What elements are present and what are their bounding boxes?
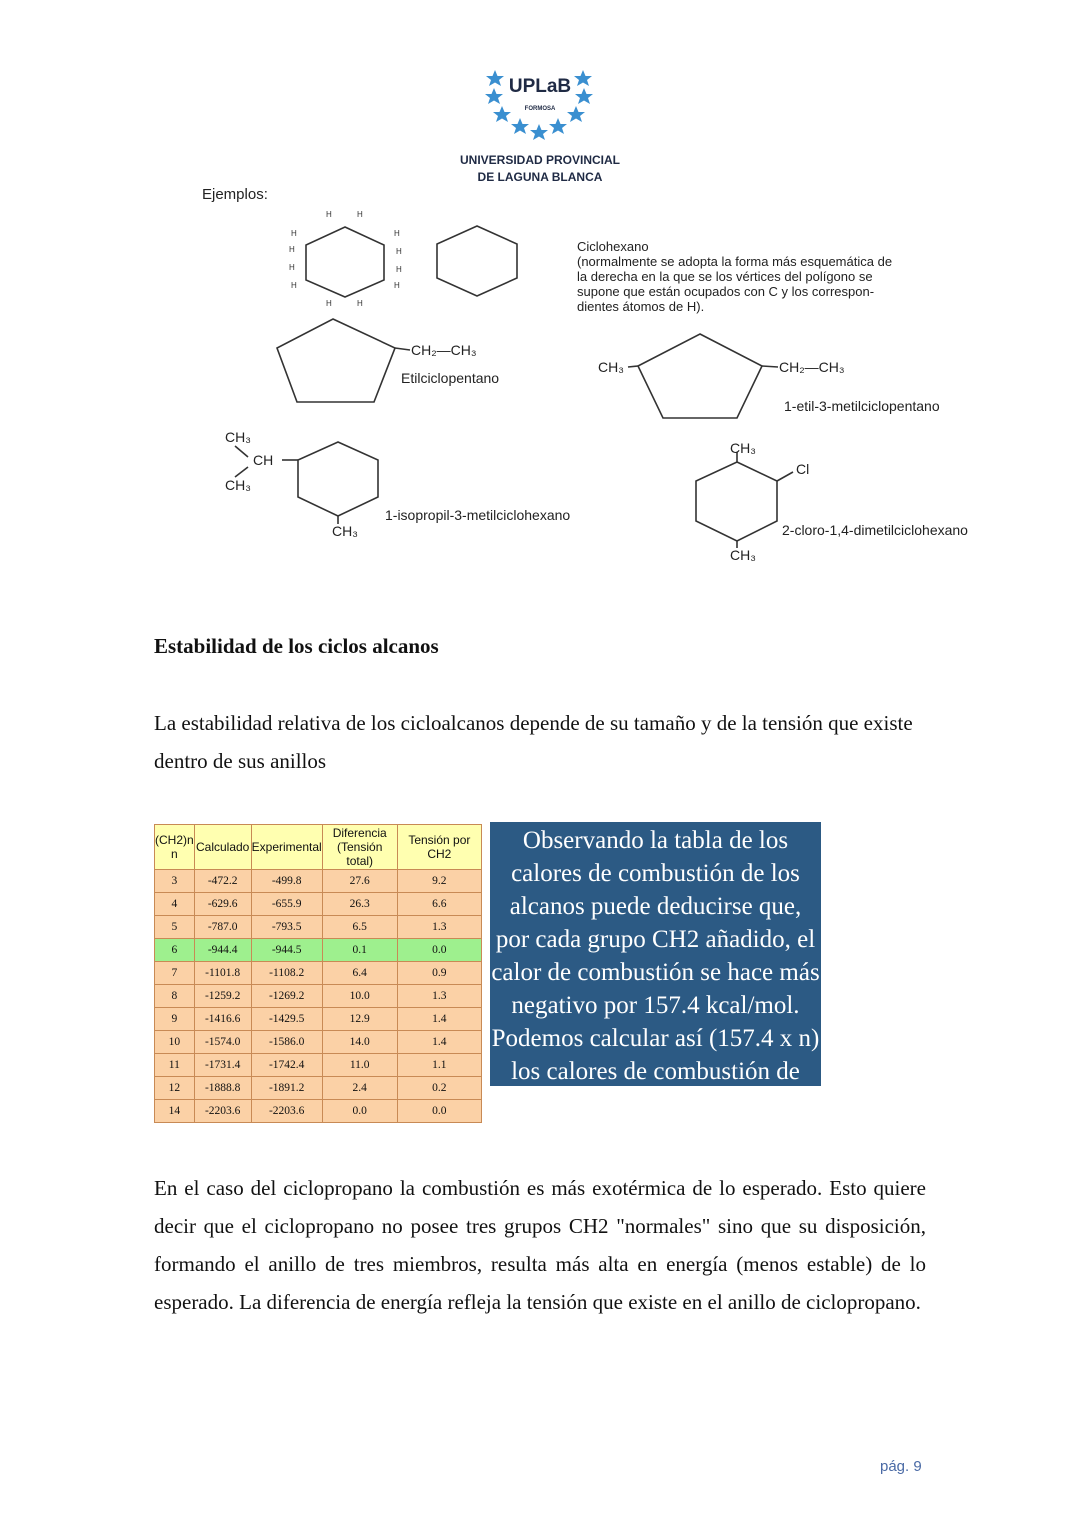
table-cell: -2203.6 (251, 1100, 322, 1123)
table-cell: -1731.4 (194, 1054, 251, 1077)
table-cell: 1.4 (397, 1008, 481, 1031)
institution-name-line2: DE LAGUNA BLANCA (477, 170, 603, 184)
table-cell: 8 (155, 985, 195, 1008)
h-atom-label: H (357, 210, 363, 219)
table-cell: 0.1 (322, 939, 397, 962)
methyl-group-label: CH₃ (332, 523, 358, 539)
h-atom-label: H (291, 229, 297, 238)
table-row (155, 893, 482, 916)
table-cell: 12.9 (322, 1008, 397, 1031)
table-cell: 0.0 (397, 1100, 481, 1123)
table-cell: 0.2 (397, 1077, 481, 1100)
table-cell: 6.6 (397, 893, 481, 916)
table-cell: 7 (155, 962, 195, 985)
table-cell: -1586.0 (251, 1031, 322, 1054)
table-body (155, 870, 482, 1123)
table-header-diferencia: Diferencia (Tensión total) (322, 825, 397, 870)
page-number: pág. 9 (880, 1458, 922, 1475)
isopropil-metilciclohexano-name: 1-isopropil-3-metilciclohexano (385, 507, 571, 523)
methyl-group-label: CH₃ (730, 440, 756, 456)
methyl-group-label: CH₃ (730, 547, 756, 563)
table-row (155, 1008, 482, 1031)
table-header-n: (CH2)n n (155, 825, 195, 870)
closing-paragraph: En el caso del ciclopropano la combustión es más exotérmica de lo esperado. Esto quiere decir que el ciclopropano no posee tres grupos CH2 "normales" sino que su disposición, formando el anillo de tres miembros, resulta más alta en energía (menos estable) de lo esperado. La diferencia de energía refleja la tensión que existe en el anillo de ciclopropano. (154, 1176, 926, 1314)
etil-metilciclopentano-name: 1-etil-3-metilciclopentano (784, 398, 940, 414)
table-cell: 6.4 (322, 962, 397, 985)
table-row (155, 939, 482, 962)
table-cell: -944.5 (251, 939, 322, 962)
table-row (155, 985, 482, 1008)
cyclohexane-detailed-ring (306, 227, 384, 297)
h-atom-label: H (289, 245, 295, 254)
chlorine-label: Cl (796, 461, 810, 477)
logo-acronym: UPLaB (508, 76, 572, 97)
methyl-group-label: CH₃ (598, 359, 624, 375)
table-cell: 1.3 (397, 985, 481, 1008)
table-row (155, 870, 482, 893)
table-cell: 10 (155, 1031, 195, 1054)
cyclohexane-label: Ciclohexano (577, 239, 649, 254)
table-cell: 1.1 (397, 1054, 481, 1077)
ethylcyclopentane-ring (277, 319, 395, 402)
table-cell: -1101.8 (194, 962, 251, 985)
table-row (155, 1054, 482, 1077)
table-cell: 9.2 (397, 870, 481, 893)
table-cell: 11.0 (322, 1054, 397, 1077)
table-cell: 0.0 (397, 939, 481, 962)
table-cell: 2.4 (322, 1077, 397, 1100)
table-cell: 5 (155, 916, 195, 939)
table-cell: -793.5 (251, 916, 322, 939)
intro-paragraph: La estabilidad relativa de los cicloalcanos depende de su tamaño y de la tensión que existe dentro de sus anillos (154, 711, 913, 773)
table-cell: -499.8 (251, 870, 322, 893)
logo-city: FORMOSA (524, 106, 556, 112)
table-cell: 4 (155, 893, 195, 916)
table-cell: 3 (155, 870, 195, 893)
examples-heading: Ejemplos: (202, 186, 268, 203)
table-cell: -655.9 (251, 893, 322, 916)
table-row (155, 916, 482, 939)
table-row (155, 1031, 482, 1054)
ethyl-group-label: CH₂—CH₃ (411, 342, 477, 358)
table-cell: 11 (155, 1054, 195, 1077)
table-cell: 12 (155, 1077, 195, 1100)
table-cell: 14 (155, 1100, 195, 1123)
table-cell: 10.0 (322, 985, 397, 1008)
h-atom-label: H (394, 229, 400, 238)
institution-name-line1: UNIVERSIDAD PROVINCIAL (459, 153, 620, 167)
h-atom-label: H (396, 247, 402, 256)
table-cell: 6 (155, 939, 195, 962)
table-row (155, 962, 482, 985)
h-atom-label: H (289, 263, 295, 272)
h-atom-label: H (326, 299, 332, 308)
cyclohexane-simple-ring (437, 226, 517, 296)
table-header-calculado: Calculado (194, 825, 251, 870)
table-cell: 26.3 (322, 893, 397, 916)
cyclohexane-note-line2: la derecha en la que se los vértices del polígono se (577, 269, 873, 284)
methyl-group-label: CH₃ (225, 429, 251, 445)
table-cell: -1742.4 (251, 1054, 322, 1077)
table-header-row (155, 825, 482, 870)
table-cell: -1891.2 (251, 1077, 322, 1100)
methyl-group-label: CH₃ (225, 477, 251, 493)
table-cell: -1269.2 (251, 985, 322, 1008)
ethyl-group-label: CH₂—CH₃ (779, 359, 845, 375)
section-title: Estabilidad de los ciclos alcanos (154, 634, 439, 658)
table-cell: -1416.6 (194, 1008, 251, 1031)
combustion-table-container (154, 824, 482, 1123)
ethylmethylcyclopentane-ring (638, 334, 762, 418)
table-header-experimental: Experimental (251, 825, 322, 870)
table-cell: -472.2 (194, 870, 251, 893)
ch-group-label: CH (253, 452, 274, 468)
etilciclopentano-name: Etilciclopentano (401, 370, 500, 386)
cyclohexane-note-line3: supone que están ocupados con C y los correspon- (577, 284, 875, 299)
isopropylmethylcyclohexane-ring (298, 442, 378, 516)
table-cell: -2203.6 (194, 1100, 251, 1123)
table-cell: -629.6 (194, 893, 251, 916)
cyclohexane-note-line1: (normalmente se adopta la forma más esquemática de (577, 254, 893, 269)
h-atom-label: H (291, 281, 297, 290)
table-cell: -1259.2 (194, 985, 251, 1008)
cloro-dimetilciclohexano-name: 2-cloro-1,4-dimetilciclohexano (782, 522, 968, 538)
table-cell: -944.4 (194, 939, 251, 962)
table-cell: 9 (155, 1008, 195, 1031)
h-atom-label: H (326, 210, 332, 219)
chlorodimethylcyclohexane-ring (696, 462, 777, 541)
table-cell: -1429.5 (251, 1008, 322, 1031)
h-atom-label: H (357, 299, 363, 308)
table-cell: 0.9 (397, 962, 481, 985)
cyclohexane-note-line4: dientes átomos de H). (577, 299, 705, 314)
table-cell: -787.0 (194, 916, 251, 939)
table-cell: -1888.8 (194, 1077, 251, 1100)
h-atom-label: H (396, 265, 402, 274)
table-cell: 1.4 (397, 1031, 481, 1054)
h-atom-label: H (394, 281, 400, 290)
table-cell: -1574.0 (194, 1031, 251, 1054)
table-cell: 27.6 (322, 870, 397, 893)
note-box: Observando la tabla de los calores de combustión de los alcanos puede deducirse que, por cada grupo CH2 añadido, el calor de combustión se hace más negativo por 157.4 kcal/mol. Podemos calcular así (157.4 x n) los calores de combustión de cicloalcanos (CH2)n. (490, 822, 821, 1086)
table-header-tension: Tensión por CH2 (397, 825, 481, 870)
table-cell: 1.3 (397, 916, 481, 939)
table-cell: 6.5 (322, 916, 397, 939)
table-row (155, 1077, 482, 1100)
table-cell: 14.0 (322, 1031, 397, 1054)
table-row (155, 1100, 482, 1123)
table-cell: 0.0 (322, 1100, 397, 1123)
table-cell: -1108.2 (251, 962, 322, 985)
combustion-heat-table (154, 824, 482, 1123)
